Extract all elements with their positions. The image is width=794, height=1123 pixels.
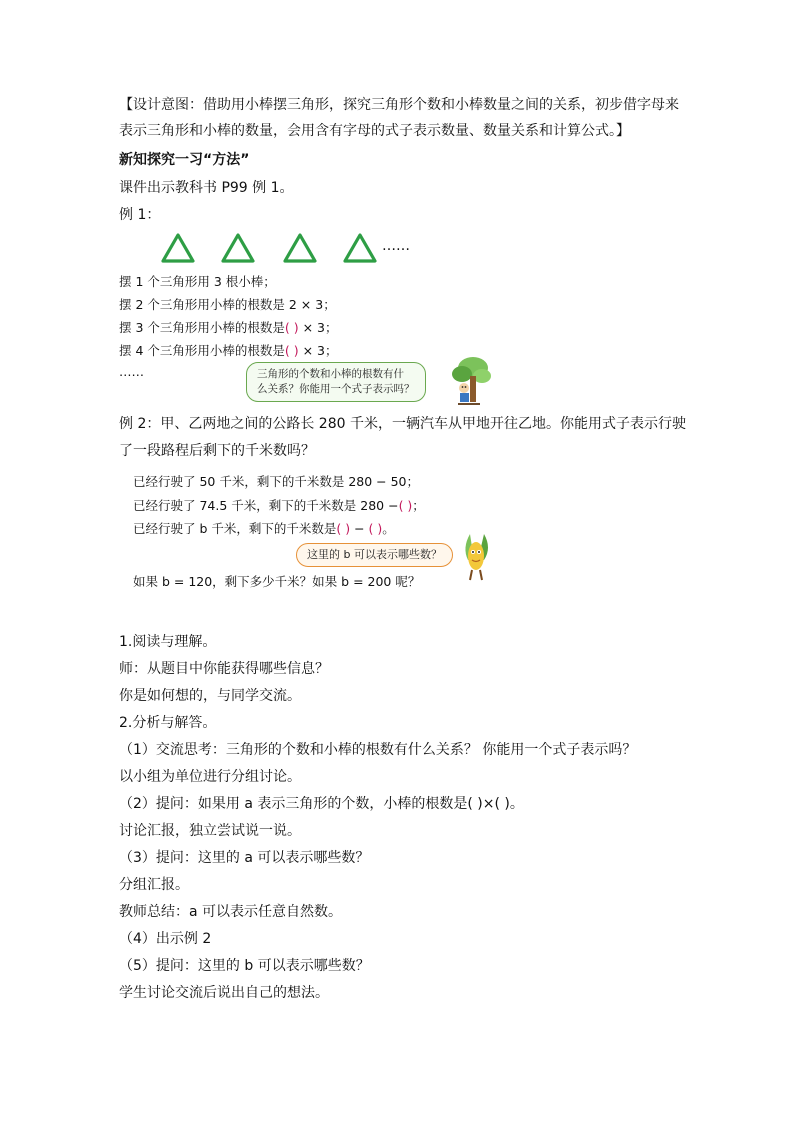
triangle-icon [282, 232, 318, 264]
step-line: （3）提问：这里的 a 可以表示哪些数？ [119, 850, 370, 866]
tree-character-icon [440, 354, 492, 408]
triangle-icon [160, 232, 196, 264]
example1-ellipsis: …… [119, 364, 144, 379]
example1-line-3: 摆 3 个三角形用小棒的根数是( ) × 3； [119, 318, 338, 338]
step-line: （1）交流思考：三角形的个数和小棒的根数有什么关系？ 你能用一个式子表示吗？ [119, 742, 637, 758]
example1-line-4: 摆 4 个三角形用小棒的根数是( ) × 3； [119, 341, 338, 361]
step-line: （5）提问：这里的 b 可以表示哪些数？ [119, 958, 370, 974]
step-line: 学生讨论交流后说出自己的想法。 [119, 985, 329, 1001]
step-line: 讨论汇报，独立尝试说一说。 [119, 823, 301, 839]
courseware-line: 课件出示教科书 P99 例 1。 [119, 180, 294, 196]
answer-blank[interactable]: ( ) [284, 320, 299, 335]
corn-character-icon [456, 530, 496, 582]
example2-question: 如果 b = 120，剩下多少千米？如果 b = 200 呢？ [133, 574, 421, 589]
section-title: 新知探究一习“方法” [119, 152, 250, 168]
example2-line-2: 了一段路程后剩下的千米数吗？ [119, 443, 315, 459]
question-speech-bubble-orange: 这里的 b 可以表示哪些数？ [296, 543, 453, 567]
example1-line-2: 摆 2 个三角形用小棒的根数是 2 × 3； [119, 297, 336, 312]
step-line: （4）出示例 2 [119, 931, 212, 947]
answer-blank[interactable]: ( ) [398, 498, 413, 513]
answer-blank[interactable]: ( ) [368, 521, 383, 536]
example1-label: 例 1： [119, 207, 161, 223]
example1-line-1: 摆 1 个三角形用 3 根小棒； [119, 274, 276, 289]
example2-row-3: 已经行驶了 b 千米，剩下的千米数是( ) − ( )。 [133, 519, 395, 539]
answer-blank[interactable]: ( ) [336, 521, 351, 536]
step-line: 分组汇报。 [119, 877, 189, 893]
design-intent-paragraph: 【设计意图：借助用小棒摆三角形，探究三角形个数和小棒数量之间的关系，初步借字母来表示三角形和小棒的数量，会用含有字母的式子表示数量、数量关系和计算公式。】 [119, 97, 679, 139]
step-line: 2.分析与解答。 [119, 715, 217, 731]
continuation-dots: …… [382, 238, 410, 254]
question-speech-bubble: 三角形的个数和小棒的根数有什 么关系？你能用一个式子表示吗？ [246, 362, 426, 402]
triangle-icon [342, 232, 378, 264]
step-line: 教师总结：a 可以表示任意自然数。 [119, 904, 343, 920]
triangle-icon [220, 232, 256, 264]
step-line: 1.阅读与理解。 [119, 634, 217, 650]
example2-row-2: 已经行驶了 74.5 千米，剩下的千米数是 280 −( )； [133, 496, 425, 516]
step-line: （2）提问：如果用 a 表示三角形的个数，小棒的根数是( )×( )。 [119, 796, 524, 812]
example2-row-1: 已经行驶了 50 千米，剩下的千米数是 280 − 50； [133, 474, 420, 489]
example2-line-1: 例 2：甲、乙两地之间的公路长 280 千米，一辆汽车从甲地开往乙地。你能用式子表示行驶 [119, 416, 686, 432]
step-line: 以小组为单位进行分组讨论。 [119, 769, 301, 785]
step-line: 师：从题目中你能获得哪些信息？ [119, 661, 329, 677]
step-line: 你是如何想的，与同学交流。 [119, 688, 301, 704]
answer-blank[interactable]: ( ) [284, 343, 299, 358]
